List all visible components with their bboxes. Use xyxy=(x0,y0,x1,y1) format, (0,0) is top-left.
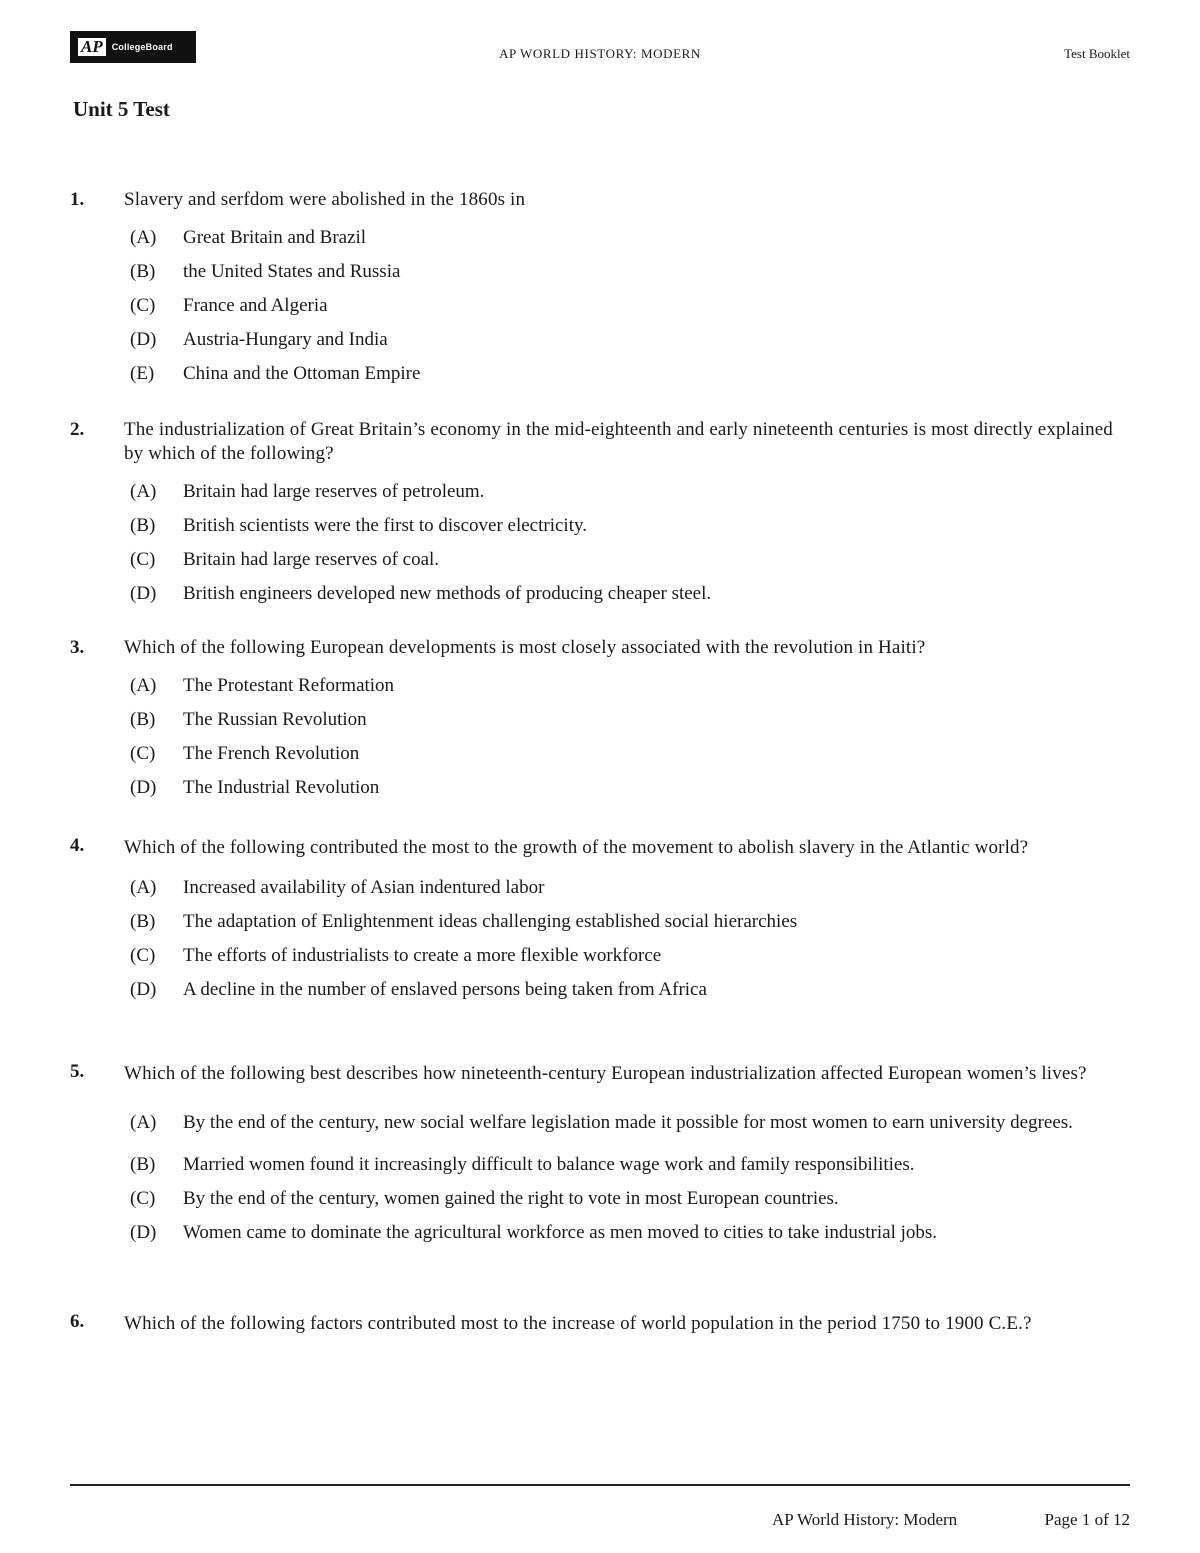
page-number: Page 1 of 12 xyxy=(1044,1510,1130,1529)
answer-option-e[interactable] xyxy=(130,357,1130,391)
question-1 xyxy=(70,188,1130,391)
question-number: 2. xyxy=(70,419,85,440)
option-letter: (B) xyxy=(130,261,156,282)
option-text: The Protestant Reformation xyxy=(183,675,395,696)
answer-option-c[interactable] xyxy=(130,1182,1130,1216)
answer-option-a[interactable] xyxy=(130,871,1130,905)
college-board-logo-text: CollegeBoard xyxy=(111,42,173,52)
question-text: The industrialization of Great Britain’s economy in the mid-eighteenth and early nineteenth centuries is most directly explained by which of the following? xyxy=(124,419,1113,464)
option-letter: (E) xyxy=(130,363,155,384)
answer-option-d[interactable] xyxy=(130,577,1130,611)
option-text: The French Revolution xyxy=(183,743,360,764)
option-text: The adaptation of Enlightenment ideas challenging established social hierarchies xyxy=(183,911,798,932)
option-letter: (D) xyxy=(130,979,157,1000)
answer-option-a[interactable] xyxy=(130,1098,1130,1148)
question-text: Which of the following factors contributed most to the increase of world population in the period 1750 to 1900 C.E.? xyxy=(124,1313,1032,1334)
option-text: the United States and Russia xyxy=(183,261,401,282)
ap-logo-mark: AP xyxy=(78,38,106,56)
option-letter: (C) xyxy=(130,1188,156,1209)
question-3 xyxy=(70,636,1130,805)
answer-option-d[interactable] xyxy=(130,323,1130,357)
option-text: The Russian Revolution xyxy=(183,709,367,730)
option-letter: (C) xyxy=(130,549,156,570)
option-letter: (D) xyxy=(130,583,157,604)
option-letter: (D) xyxy=(130,329,157,350)
option-letter: (B) xyxy=(130,1154,156,1175)
answer-option-d[interactable] xyxy=(130,771,1130,805)
option-text: France and Algeria xyxy=(183,295,328,316)
option-text: British scientists were the first to discover electricity. xyxy=(183,515,587,536)
question-text: Slavery and serfdom were abolished in the 1860s in xyxy=(124,189,526,210)
footer-course: AP World History: Modern xyxy=(772,1510,958,1529)
option-text: The efforts of industrialists to create a more flexible workforce xyxy=(183,945,662,966)
question-number: 6. xyxy=(70,1311,85,1332)
option-letter: (B) xyxy=(130,911,156,932)
answer-option-c[interactable] xyxy=(130,939,1130,973)
question-2 xyxy=(70,418,1130,611)
option-text: Britain had large reserves of petroleum. xyxy=(183,481,485,502)
option-letter: (D) xyxy=(130,777,157,798)
option-letter: (A) xyxy=(130,481,157,502)
option-letter: (A) xyxy=(130,877,157,898)
option-text: Austria-Hungary and India xyxy=(183,329,388,350)
answer-option-b[interactable] xyxy=(130,1148,1130,1182)
option-text: China and the Ottoman Empire xyxy=(183,363,421,384)
header-course-title: AP WORLD HISTORY: MODERN xyxy=(499,46,701,61)
question-number: 1. xyxy=(70,189,85,210)
question-text: Which of the following best describes how nineteenth-century European industrialization affected European women’s lives? xyxy=(124,1063,1087,1084)
answer-option-b[interactable] xyxy=(130,509,1130,543)
footer-divider xyxy=(70,1484,1130,1486)
answer-option-d[interactable] xyxy=(130,1216,1130,1250)
option-text: Women came to dominate the agricultural workforce as men moved to cities to take industrial jobs. xyxy=(183,1222,938,1243)
answer-option-c[interactable] xyxy=(130,543,1130,577)
question-6 xyxy=(70,1310,1130,1338)
question-number: 3. xyxy=(70,637,85,658)
option-letter: (A) xyxy=(130,1112,157,1133)
question-text: Which of the following contributed the most to the growth of the movement to abolish slavery in the Atlantic world? xyxy=(124,837,1029,858)
answer-option-c[interactable] xyxy=(130,737,1130,771)
answer-option-d[interactable] xyxy=(130,973,1130,1007)
question-5 xyxy=(70,1060,1130,1250)
option-letter: (A) xyxy=(130,675,157,696)
answer-option-b[interactable] xyxy=(130,905,1130,939)
answer-option-a[interactable] xyxy=(130,475,1130,509)
answer-option-c[interactable] xyxy=(130,289,1130,323)
answer-option-b[interactable] xyxy=(130,703,1130,737)
option-text: Married women found it increasingly difficult to balance wage work and family responsibilities. xyxy=(183,1154,915,1175)
option-letter: (A) xyxy=(130,227,157,248)
question-number: 5. xyxy=(70,1061,85,1082)
question-number: 4. xyxy=(70,835,85,856)
option-text: A decline in the number of enslaved persons being taken from Africa xyxy=(183,979,707,1000)
option-text: Great Britain and Brazil xyxy=(183,227,367,248)
option-letter: (C) xyxy=(130,295,156,316)
option-text: The Industrial Revolution xyxy=(183,777,380,798)
answer-option-a[interactable] xyxy=(130,669,1130,703)
option-text: British engineers developed new methods of producing cheaper steel. xyxy=(183,583,712,604)
option-text: Increased availability of Asian indentured labor xyxy=(183,877,545,898)
question-text: Which of the following European developments is most closely associated with the revolution in Haiti? xyxy=(124,637,926,658)
page-title: Unit 5 Test xyxy=(73,97,170,121)
option-text: By the end of the century, women gained the right to vote in most European countries. xyxy=(183,1188,839,1209)
answer-option-a[interactable] xyxy=(130,221,1130,255)
option-text: By the end of the century, new social welfare legislation made it possible for most women to earn university degrees. xyxy=(183,1112,1073,1133)
question-4 xyxy=(70,834,1130,1007)
option-letter: (B) xyxy=(130,709,156,730)
option-text: Britain had large reserves of coal. xyxy=(183,549,440,570)
option-letter: (B) xyxy=(130,515,156,536)
header-doc-type: Test Booklet xyxy=(1064,46,1130,61)
option-letter: (C) xyxy=(130,743,156,764)
answer-option-b[interactable] xyxy=(130,255,1130,289)
option-letter: (C) xyxy=(130,945,156,966)
option-letter: (D) xyxy=(130,1222,157,1243)
